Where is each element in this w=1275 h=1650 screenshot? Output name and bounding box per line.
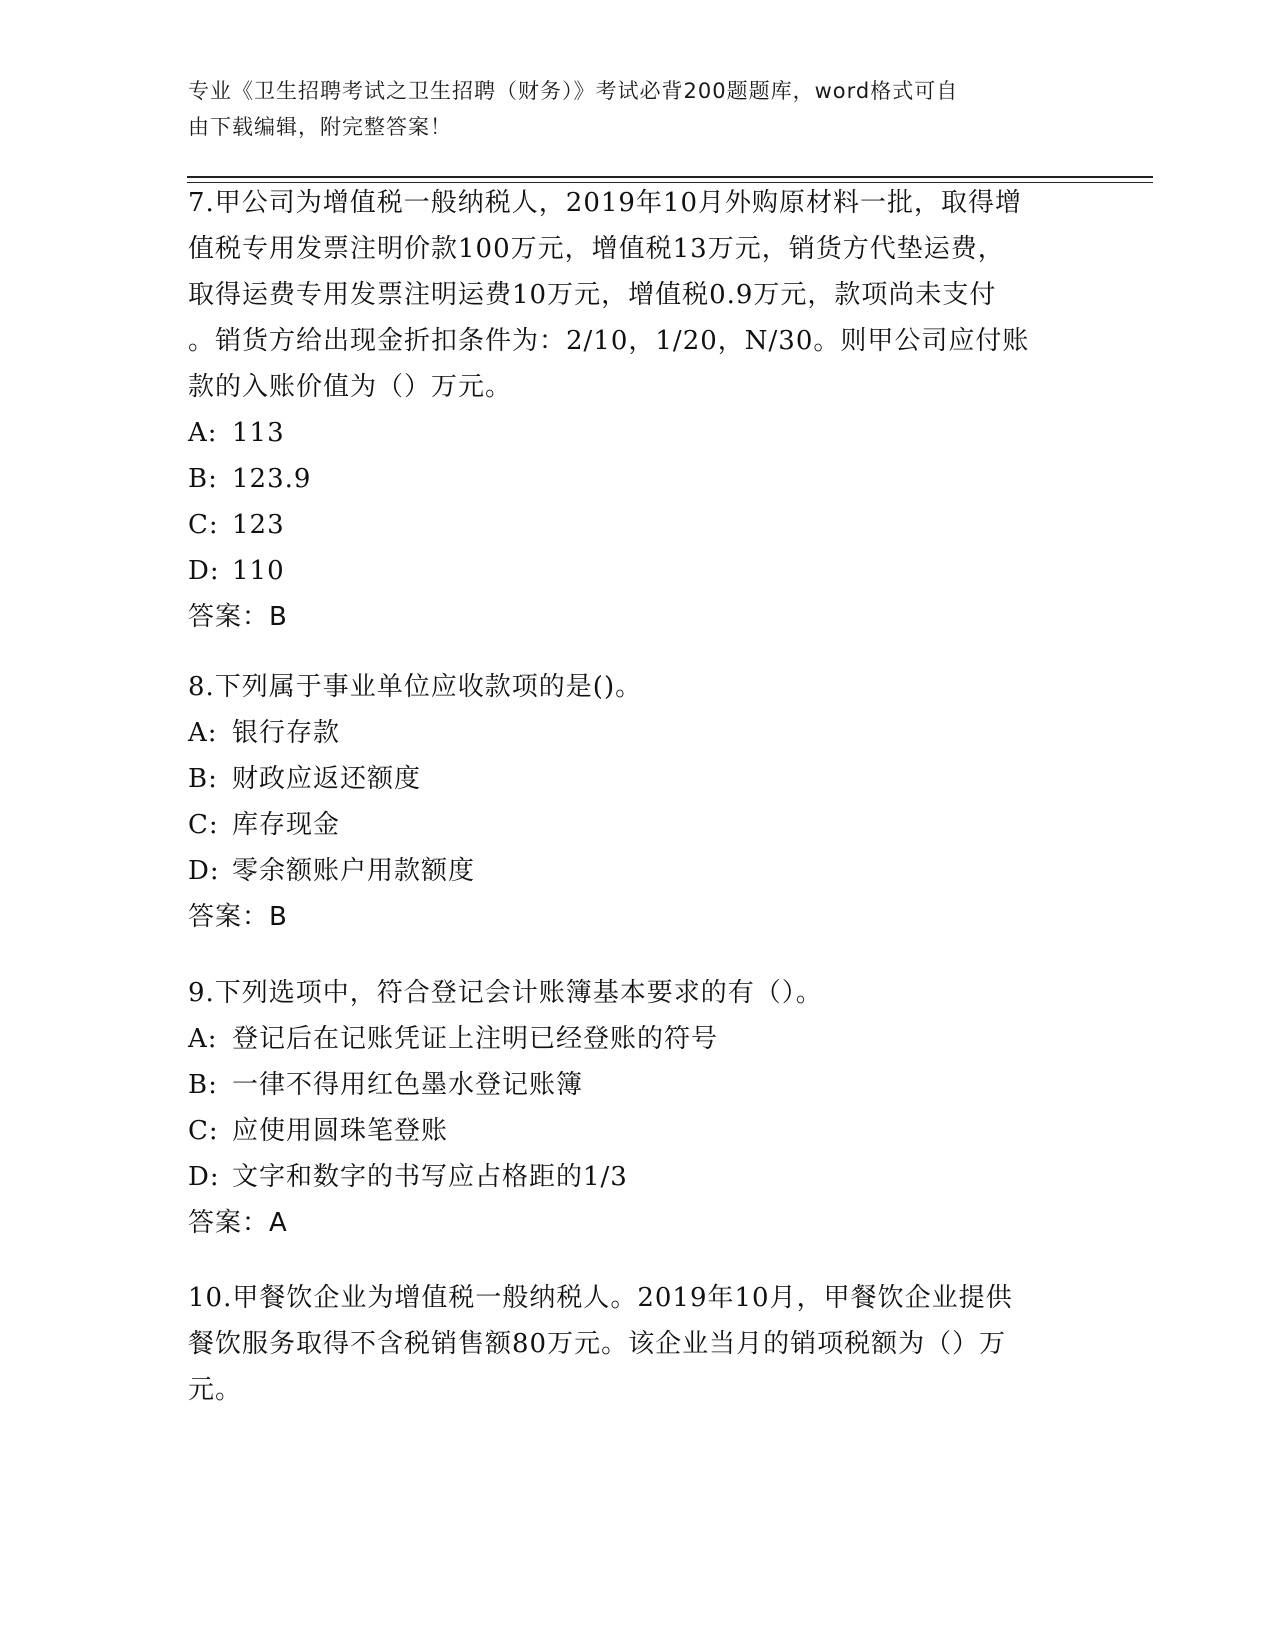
stem-line: 餐饮服务取得不含税销售额80万元。该企业当月的销项税额为（）万: [188, 1329, 1007, 1359]
option-b: B: 一律不得用红色墨水登记账簿: [188, 1070, 584, 1100]
stem-line: 款的入账价值为（）万元。: [188, 372, 513, 402]
stem-line: 元。: [188, 1375, 243, 1405]
stem-line: 7.甲公司为增值税一般纳税人，2019年10月外购原材料一批，取得增: [188, 188, 1023, 218]
stem-line: 取得运费专用发票注明运费10万元，增值税0.9万元，款项尚未支付: [188, 280, 997, 310]
question-7: [188, 180, 1088, 640]
question-stem: [188, 664, 1088, 710]
option-a: A: 113: [188, 418, 285, 448]
header-line-2: 由下载编辑，附完整答案！: [188, 115, 452, 139]
stem-line: 10.甲餐饮企业为增值税一般纳税人。2019年10月，甲餐饮企业提供: [188, 1283, 1013, 1313]
question-stem: [188, 970, 1088, 1016]
option-d: D: 文字和数字的书写应占格距的1/3: [188, 1162, 628, 1192]
header-divider-thick: [187, 176, 1153, 178]
header-line-1: 专业《卫生招聘考试之卫生招聘（财务）》考试必背200题题库，word格式可自: [188, 79, 959, 103]
option-c: C: 库存现金: [188, 810, 341, 840]
option-c: C: 应使用圆珠笔登账: [188, 1116, 449, 1146]
document-header: [188, 73, 1068, 145]
answer: 答案：A: [188, 1208, 288, 1238]
option-d: D: 零余额账户用款额度: [188, 856, 476, 886]
option-a: A: 银行存款: [188, 718, 341, 748]
stem-line: 8.下列属于事业单位应收款项的是()。: [188, 672, 643, 702]
question-stem: [188, 1275, 1088, 1413]
option-b: B: 财政应返还额度: [188, 764, 422, 794]
option-d: D: 110: [188, 556, 285, 586]
option-c: C: 123: [188, 510, 285, 540]
question-8: [188, 664, 1088, 940]
option-a: A: 登记后在记账凭证上注明已经登账的符号: [188, 1024, 719, 1054]
option-b: B: 123.9: [188, 464, 312, 494]
stem-line: 。销货方给出现金折扣条件为：2/10，1/20，N/30。则甲公司应付账: [188, 326, 1030, 356]
answer: 答案：B: [188, 602, 288, 632]
stem-line: 值税专用发票注明价款100万元，增值税13万元，销货方代垫运费，: [188, 234, 1005, 264]
stem-line: 9.下列选项中，符合登记会计账簿基本要求的有（）。: [188, 978, 823, 1008]
question-stem: [188, 180, 1088, 410]
answer: 答案：B: [188, 902, 288, 932]
question-9: [188, 970, 1088, 1246]
question-10: [188, 1275, 1088, 1413]
